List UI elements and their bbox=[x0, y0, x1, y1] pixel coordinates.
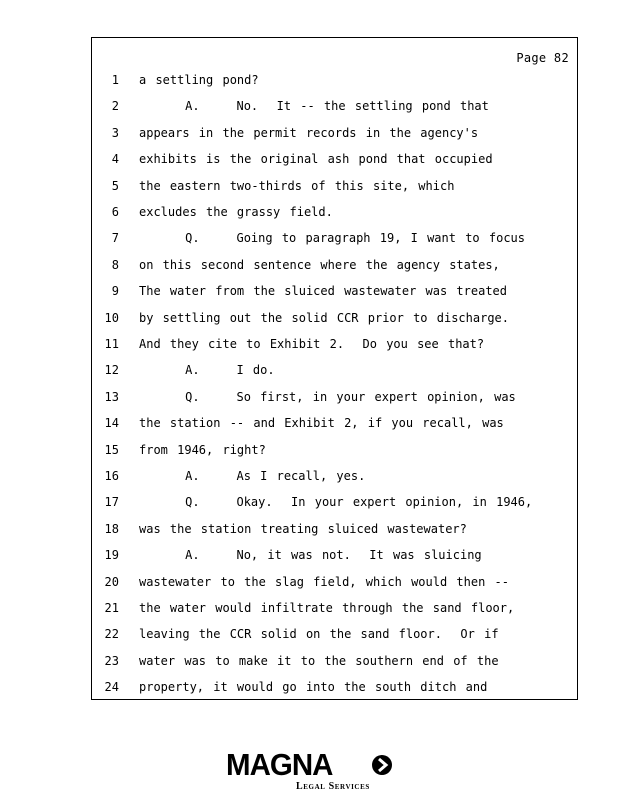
line-text: The water from the sluiced wastewater was treated bbox=[139, 284, 508, 299]
line-text: Q. So first, in your expert opinion, was bbox=[139, 389, 516, 404]
magna-logo bbox=[226, 748, 396, 794]
line-number: 14 bbox=[104, 416, 119, 431]
line-text: leaving the CCR solid on the sand floor. Or if bbox=[139, 627, 499, 642]
line-number: 13 bbox=[104, 389, 119, 404]
line-number: 19 bbox=[104, 548, 119, 563]
line-text: the eastern two-thirds of this site, which bbox=[139, 178, 455, 193]
line-number: 23 bbox=[104, 653, 119, 668]
line-number: 8 bbox=[111, 257, 119, 272]
line-number: 9 bbox=[111, 284, 119, 299]
line-text: was the station treating sluiced wastewater? bbox=[139, 521, 467, 536]
line-text: on this second sentence where the agency states, bbox=[139, 257, 500, 272]
logo-wordmark: MAGNA bbox=[226, 747, 333, 782]
line-text: Q. Okay. In your expert opinion, in 1946, bbox=[139, 495, 533, 510]
line-text: exhibits is the original ash pond that occupied bbox=[139, 152, 493, 167]
line-number: 12 bbox=[104, 363, 119, 378]
page-number: Page 82 bbox=[516, 51, 569, 65]
line-number: 21 bbox=[104, 601, 119, 615]
line-text: excludes the grassy field. bbox=[139, 205, 333, 219]
line-text: by settling out the solid CCR prior to discharge. bbox=[139, 310, 510, 325]
transcript-page bbox=[91, 37, 578, 700]
arrow-circle-icon bbox=[371, 754, 393, 776]
line-number: 15 bbox=[104, 442, 119, 457]
line-number: 22 bbox=[104, 627, 119, 642]
line-number: 7 bbox=[111, 231, 119, 246]
line-number: 3 bbox=[111, 125, 119, 140]
line-text: water was to make it to the southern end of the bbox=[139, 653, 499, 668]
line-number: 17 bbox=[104, 495, 119, 510]
line-number: 11 bbox=[104, 337, 119, 351]
line-number: 4 bbox=[111, 152, 119, 167]
logo-tagline: Legal Services bbox=[296, 781, 370, 792]
line-text: A. As I recall, yes. bbox=[139, 469, 366, 483]
line-text: wastewater to the slag field, which would then -- bbox=[139, 574, 510, 589]
line-number: 5 bbox=[111, 178, 119, 193]
line-number: 20 bbox=[104, 574, 119, 589]
line-text: Q. Going to paragraph 19, I want to focus bbox=[139, 231, 526, 246]
line-number: 2 bbox=[111, 99, 119, 114]
line-number: 1 bbox=[111, 73, 119, 87]
line-number: 16 bbox=[104, 469, 119, 483]
line-number: 24 bbox=[104, 680, 119, 695]
line-number: 6 bbox=[111, 205, 119, 219]
line-text: appears in the permit records in the agency's bbox=[139, 125, 479, 140]
line-number: 18 bbox=[104, 521, 119, 536]
line-text: a settling pond? bbox=[139, 73, 259, 87]
line-number: 10 bbox=[104, 310, 119, 325]
line-text: property, it would go into the south ditch and bbox=[139, 680, 488, 695]
line-text: And they cite to Exhibit 2. Do you see that? bbox=[139, 337, 485, 351]
line-text: the water would infiltrate through the sand floor, bbox=[139, 601, 515, 615]
line-text: A. No. It -- the settling pond that bbox=[139, 99, 489, 114]
line-text: the station -- and Exhibit 2, if you recall, was bbox=[139, 416, 504, 431]
line-text: A. I do. bbox=[139, 363, 275, 378]
line-text: A. No, it was not. It was sluicing bbox=[139, 548, 482, 563]
line-text: from 1946, right? bbox=[139, 442, 266, 457]
